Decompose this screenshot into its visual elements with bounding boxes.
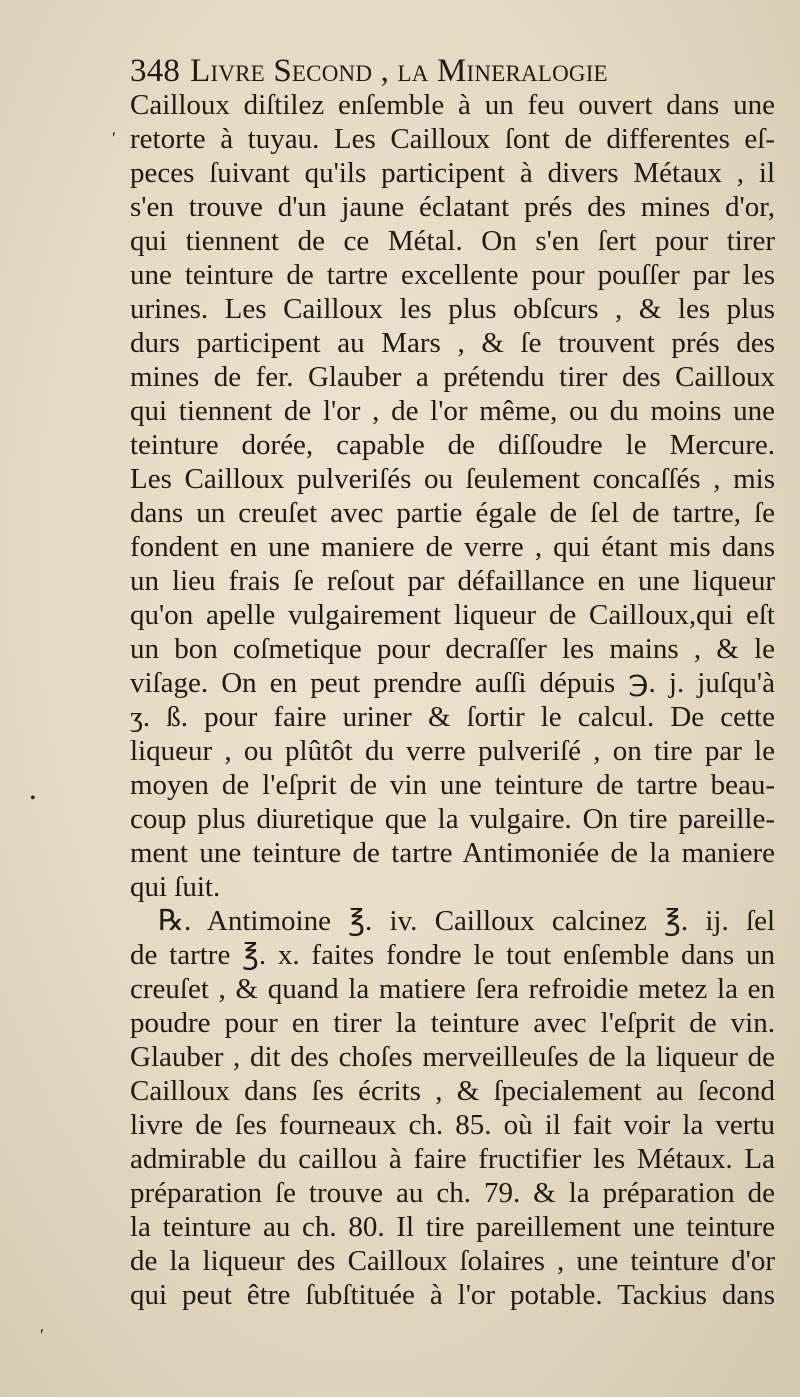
text-line: durs participent au Mars , & ſe trouvent prés des bbox=[130, 327, 775, 359]
text-line: Les Cailloux pulveriſés ou ſeulement concaſſés , mis bbox=[130, 463, 775, 495]
text-line: une teinture de tartre excellente pour pouſſer par les bbox=[130, 259, 775, 291]
text-line: retorte à tuyau. Les Cailloux ſont de differentes eſ- bbox=[130, 123, 775, 155]
text-line: dans un creuſet avec partie égale de ſel de tartre, ſe bbox=[130, 497, 775, 529]
text-line: ment une teinture de tartre Antimoniée de la maniere bbox=[130, 837, 775, 869]
text-line: coup plus diuretique que la vulgaire. On tire pareille- bbox=[130, 803, 775, 835]
text-line: de la liqueur des Cailloux ſolaires , une teinture d'or bbox=[130, 1245, 775, 1277]
page-text bbox=[130, 88, 775, 1312]
margin-mark: ʹ bbox=[112, 128, 116, 148]
text-line: Cailloux diſtilez enſemble à un feu ouvert dans une bbox=[130, 89, 775, 121]
text-line: moyen de l'eſprit de vin une teinture de tartre beau- bbox=[130, 769, 775, 801]
text-line: peces ſuivant qu'ils participent à divers Métaux , il bbox=[130, 157, 775, 189]
text-line: un bon coſmetique pour decraſſer les mains , & le bbox=[130, 633, 775, 665]
margin-dot: • bbox=[30, 790, 36, 807]
text-line: creuſet , & quand la matiere ſera refroidie metez la en bbox=[130, 973, 775, 1005]
text-line: teinture dorée, capable de diſſoudre le Mercure. bbox=[130, 429, 775, 461]
text-line: mines de fer. Glauber a prétendu tirer des Cailloux bbox=[130, 361, 775, 393]
margin-mark: ʹ bbox=[40, 1325, 44, 1345]
text-line: qui tiennent de l'or , de l'or même, ou du moins une bbox=[130, 395, 775, 427]
text-line: préparation ſe trouve au ch. 79. & la préparation de bbox=[130, 1177, 775, 1209]
text-line: admirable du caillou à faire fructifier les Métaux. La bbox=[130, 1143, 775, 1175]
text-line: qui ſuit. bbox=[130, 871, 221, 903]
text-line: urines. Les Cailloux les plus obſcurs , & les plus bbox=[130, 293, 775, 325]
text-line: la teinture au ch. 80. Il tire pareillement une teinture bbox=[130, 1211, 775, 1243]
text-line: un lieu frais ſe reſout par défaillance en une liqueur bbox=[130, 565, 775, 597]
text-line: ℞. Antimoine ℥. iv. Cailloux calcinez ℥. ij. ſel bbox=[158, 905, 775, 937]
text-line: qui tiennent de ce Métal. On s'en ſert pour tirer bbox=[130, 225, 775, 257]
text-line: poudre pour en tirer la teinture avec l'eſprit de vin. bbox=[130, 1007, 775, 1039]
text-line: qu'on apelle vulgairement liqueur de Cailloux,qui eſt bbox=[130, 599, 775, 631]
running-header bbox=[130, 50, 770, 92]
text-line: fondent en une maniere de verre , qui étant mis dans bbox=[130, 531, 775, 563]
text-line: Cailloux dans ſes écrits , & ſpecialement au ſecond bbox=[130, 1075, 775, 1107]
text-line: ʒ. ß. pour faire uriner & ſortir le calcul. De cette bbox=[130, 701, 775, 733]
running-title: Livre Second , la Mineralogie bbox=[190, 53, 608, 89]
text-line: de tartre ℥. x. faites fondre le tout enſemble dans un bbox=[130, 939, 775, 971]
text-line: qui peut être ſubſtituée à l'or potable. Tackius dans bbox=[130, 1279, 775, 1311]
text-line: viſage. On en peut prendre auſſi dépuis ℈. j. juſqu'à bbox=[130, 667, 775, 699]
text-line: Glauber , dit des choſes merveilleuſes de la liqueur de bbox=[130, 1041, 775, 1073]
text-line: livre de ſes fourneaux ch. 85. où il fait voir la vertu bbox=[130, 1109, 775, 1141]
page-number: 348 bbox=[130, 53, 181, 89]
text-line: s'en trouve d'un jaune éclatant prés des mines d'or, bbox=[130, 191, 775, 223]
text-line: liqueur , ou plûtôt du verre pulveriſé , on tire par le bbox=[130, 735, 775, 767]
